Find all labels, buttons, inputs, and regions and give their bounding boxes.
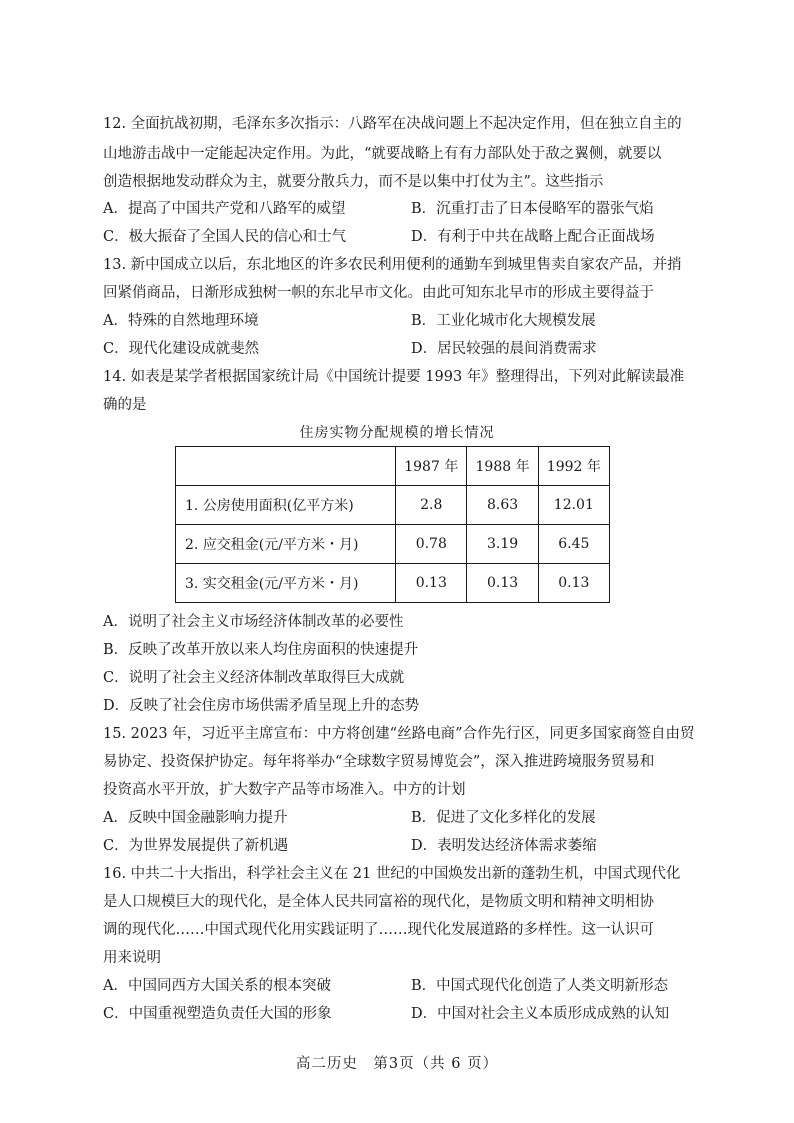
question-14-option-d: D．反映了社会住房市场供需矛盾呈现上升的态势 bbox=[103, 698, 420, 714]
question-16-option-d: D．中国对社会主义本质形成成熟的认知 bbox=[411, 1006, 670, 1022]
question-15-line-3: 投资高水平开放，扩大数字产品等市场准入。中方的计划 bbox=[103, 782, 466, 798]
question-12-option-b: B．沉重打击了日本侵略军的嚣张气焰 bbox=[411, 201, 654, 217]
question-14-line-1: 14. 如表是某学者根据国家统计局《中国统计提要 1993 年》整理得出，下列对此解读最准 bbox=[103, 369, 685, 385]
table-cell: 0.13 bbox=[538, 564, 609, 603]
question-16-option-c: C．中国重视塑造负责任大国的形象 bbox=[103, 1006, 332, 1022]
table-header-cell: 1992 年 bbox=[538, 447, 609, 486]
table-row bbox=[176, 486, 610, 525]
question-12-line-3: 创造根据地发动群众为主，就要分散兵力，而不是以集中打仗为主”。这些指示 bbox=[103, 174, 604, 190]
question-16-line-4: 用来说明 bbox=[103, 950, 161, 966]
question-15-option-b: B．促进了文化多样化的发展 bbox=[411, 810, 596, 826]
table-row bbox=[176, 564, 610, 603]
question-16-option-b: B．中国式现代化创造了人类文明新形态 bbox=[411, 978, 669, 994]
question-15-line-1: 15. 2023 年，习近平主席宣布：中方将创建“丝路电商”合作先行区，同更多国家商签自由贸 bbox=[103, 726, 695, 742]
question-16-line-2: 是人口规模巨大的现代化，是全体人民共同富裕的现代化，是物质文明和精神文明相协 bbox=[103, 894, 654, 910]
table-header-cell bbox=[176, 447, 396, 486]
table-caption: 住房实物分配规模的增长情况 bbox=[299, 425, 495, 441]
question-15-option-c: C．为世界发展提供了新机遇 bbox=[103, 838, 289, 854]
table-cell: 6.45 bbox=[538, 525, 609, 564]
table-header-cell: 1988 年 bbox=[467, 447, 538, 486]
question-13-option-b: B．工业化城市化大规模发展 bbox=[411, 313, 596, 329]
table-header-cell: 1987 年 bbox=[396, 447, 467, 486]
table-cell: 0.78 bbox=[396, 525, 467, 564]
question-15-line-2: 易协定、投资保护协定。每年将举办“全球数字贸易博览会”，深入推进跨境服务贸易和 bbox=[103, 754, 655, 770]
table-row-label: 1. 公房使用面积(亿平方米) bbox=[176, 486, 396, 525]
question-12-option-d: D．有利于中共在战略上配合正面战场 bbox=[411, 229, 655, 245]
question-12-option-a: A．提高了中国共产党和八路军的威望 bbox=[103, 201, 346, 217]
table-cell: 0.13 bbox=[396, 564, 467, 603]
question-13-line-1: 13. 新中国成立以后，东北地区的许多农民利用便利的通勤车到城里售卖自家农产品，并捎 bbox=[103, 257, 682, 273]
table-cell: 3.19 bbox=[467, 525, 538, 564]
question-16-line-3: 调的现代化……中国式现代化用实践证明了……现代化发展道路的多样性。这一认识可 bbox=[103, 922, 654, 938]
question-13-option-c: C．现代化建设成就斐然 bbox=[103, 341, 260, 357]
question-13-option-d: D．居民较强的晨间消费需求 bbox=[411, 341, 597, 357]
table-header-row bbox=[176, 447, 610, 486]
question-15-option-d: D．表明发达经济体需求萎缩 bbox=[411, 838, 597, 854]
question-14-line-2: 确的是 bbox=[103, 397, 147, 413]
question-13-option-a: A．特殊的自然地理环境 bbox=[103, 313, 259, 329]
question-14-option-b: B．反映了改革开放以来人均住房面积的快速提升 bbox=[103, 642, 419, 658]
table-cell: 8.63 bbox=[467, 486, 538, 525]
table-row-label: 2. 应交租金(元/平方米・月) bbox=[176, 525, 396, 564]
question-16-line-1: 16. 中共二十大指出，科学社会主义在 21 世纪的中国焕发出新的蓬勃生机，中国式现代化 bbox=[103, 866, 681, 882]
table-row bbox=[176, 525, 610, 564]
table-row-label: 3. 实交租金(元/平方米・月) bbox=[176, 564, 396, 603]
question-15-option-a: A．反映中国金融影响力提升 bbox=[103, 810, 288, 826]
page-footer: 高二历史 第3页（共 6 页） bbox=[295, 1056, 499, 1072]
question-14-option-a: A．说明了社会主义市场经济体制改革的必要性 bbox=[103, 614, 404, 630]
question-16-option-a: A．中国同西方大国关系的根本突破 bbox=[103, 978, 331, 994]
question-12-option-c: C．极大振奋了全国人民的信心和士气 bbox=[103, 229, 347, 245]
table-cell: 12.01 bbox=[538, 486, 609, 525]
question-12-line-2: 山地游击战中一定能起决定作用。为此，“就要战略上有有力部队处于敌之翼侧，就要以 bbox=[103, 146, 662, 162]
question-14-option-c: C．说明了社会主义经济体制改革取得巨大成就 bbox=[103, 670, 405, 686]
table-cell: 2.8 bbox=[396, 486, 467, 525]
question-12-line-1: 12. 全面抗战初期，毛泽东多次指示：八路军在决战问题上不起决定作用，但在独立自主的 bbox=[103, 116, 682, 132]
statistics-table bbox=[175, 446, 610, 603]
table-cell: 0.13 bbox=[467, 564, 538, 603]
question-13-line-2: 回紧俏商品，日渐形成独树一帜的东北早市文化。由此可知东北早市的形成主要得益于 bbox=[103, 285, 654, 301]
